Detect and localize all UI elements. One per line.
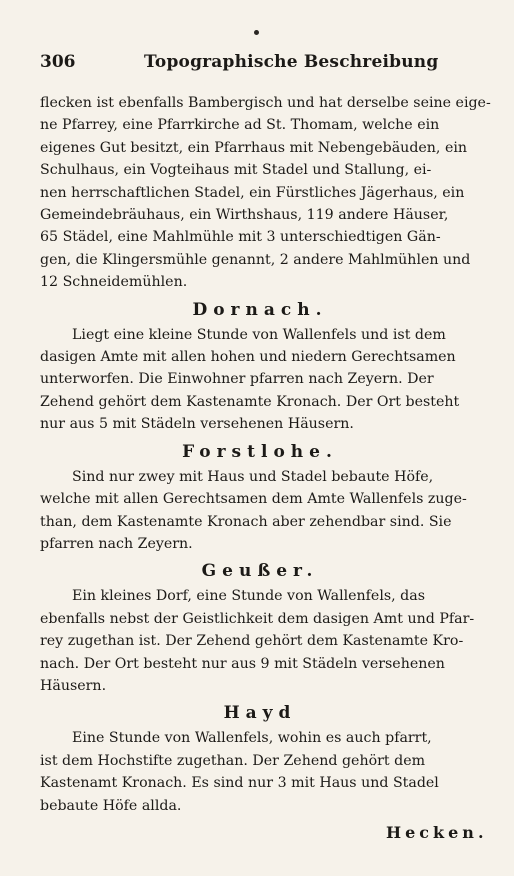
section-heading-hayd: Hayd [223, 703, 297, 724]
catchword: Hecken. [386, 823, 488, 842]
section-heading-forstlohe: Forstlohe. [182, 441, 338, 462]
text-line: Gemeindebräuhaus, ein Wirthshaus, 119 andere Häuser, [40, 207, 449, 224]
paragraph-hayd [40, 727, 480, 817]
text-line: ne Pfarrey, eine Pfarrkirche ad St. Thomam, welche ein [40, 117, 440, 134]
text-line: than, dem Kastenamte Kronach aber zehendbar sind. Sie [40, 513, 452, 530]
page-number: 306 [40, 52, 76, 72]
printer-mark [254, 30, 259, 35]
text-line: ist dem Hochstifte zugethan. Der Zehend gehört dem [40, 752, 426, 769]
text-line: nur aus 5 mit Städeln versehenen Häusern. [40, 416, 354, 433]
text-line: 12 Schneidemühlen. [40, 274, 188, 291]
running-title: Topographische Beschreibung [144, 52, 439, 72]
paragraph-geusser [40, 585, 480, 697]
paragraph-dornach [40, 324, 480, 436]
paragraph-continuation [40, 92, 491, 294]
text-line: Häusern. [40, 677, 107, 694]
text-line: welche mit allen Gerechtsamen dem Amte Wallenfels zuge- [40, 491, 467, 508]
text-line: Liegt eine kleine Stunde von Wallenfels und ist dem [72, 326, 446, 343]
text-line: Schulhaus, ein Vogteihaus mit Stadel und Stallung, ei- [40, 162, 432, 179]
text-line: Ein kleines Dorf, eine Stunde von Wallenfels, das [72, 588, 425, 605]
section-heading-geusser: Geußer. [201, 561, 319, 582]
text-line: rey zugethan ist. Der Zehend gehört dem Kastenamte Kro- [40, 633, 464, 650]
text-line: Sind nur zwey mit Haus und Stadel bebaute Höfe, [72, 468, 434, 485]
section-heading-dornach: Dornach. [192, 299, 328, 320]
text-line: pfarren nach Zeyern. [40, 535, 193, 552]
page-body [40, 92, 491, 817]
text-line: Eine Stunde von Wallenfels, wohin es auch pfarrt, [72, 730, 432, 747]
text-line: gen, die Klingersmühle genannt, 2 andere Mahlmühlen und [40, 251, 471, 268]
text-line: bebaute Höfe allda. [40, 797, 182, 814]
text-line: ebenfalls nebst der Geistlichkeit dem dasigen Amt und Pfar- [40, 610, 475, 627]
text-line: unterworfen. Die Einwohner pfarren nach Zeyern. Der [40, 371, 434, 388]
text-line: 65 Städel, eine Mahlmühle mit 3 unterschiedtigen Gän- [40, 229, 441, 246]
text-line: flecken ist ebenfalls Bambergisch und hat derselbe seine eige- [40, 95, 491, 111]
text-line: dasigen Amte mit allen hohen und niedern Gerechtsamen [40, 349, 456, 366]
running-header [40, 52, 480, 78]
text-line: nen herrschaftlichen Stadel, ein Fürstliches Jägerhaus, ein [40, 184, 465, 201]
text-line: nach. Der Ort besteht nur aus 9 mit Städeln versehenen [40, 655, 445, 672]
text-line: Zehend gehört dem Kastenamte Kronach. Der Ort besteht [40, 393, 460, 410]
text-line: Kastenamt Kronach. Es sind nur 3 mit Haus und Stadel [40, 775, 439, 792]
text-line: eigenes Gut besitzt, ein Pfarrhaus mit Nebengebäuden, ein [40, 139, 468, 156]
paragraph-forstlohe [40, 466, 480, 556]
